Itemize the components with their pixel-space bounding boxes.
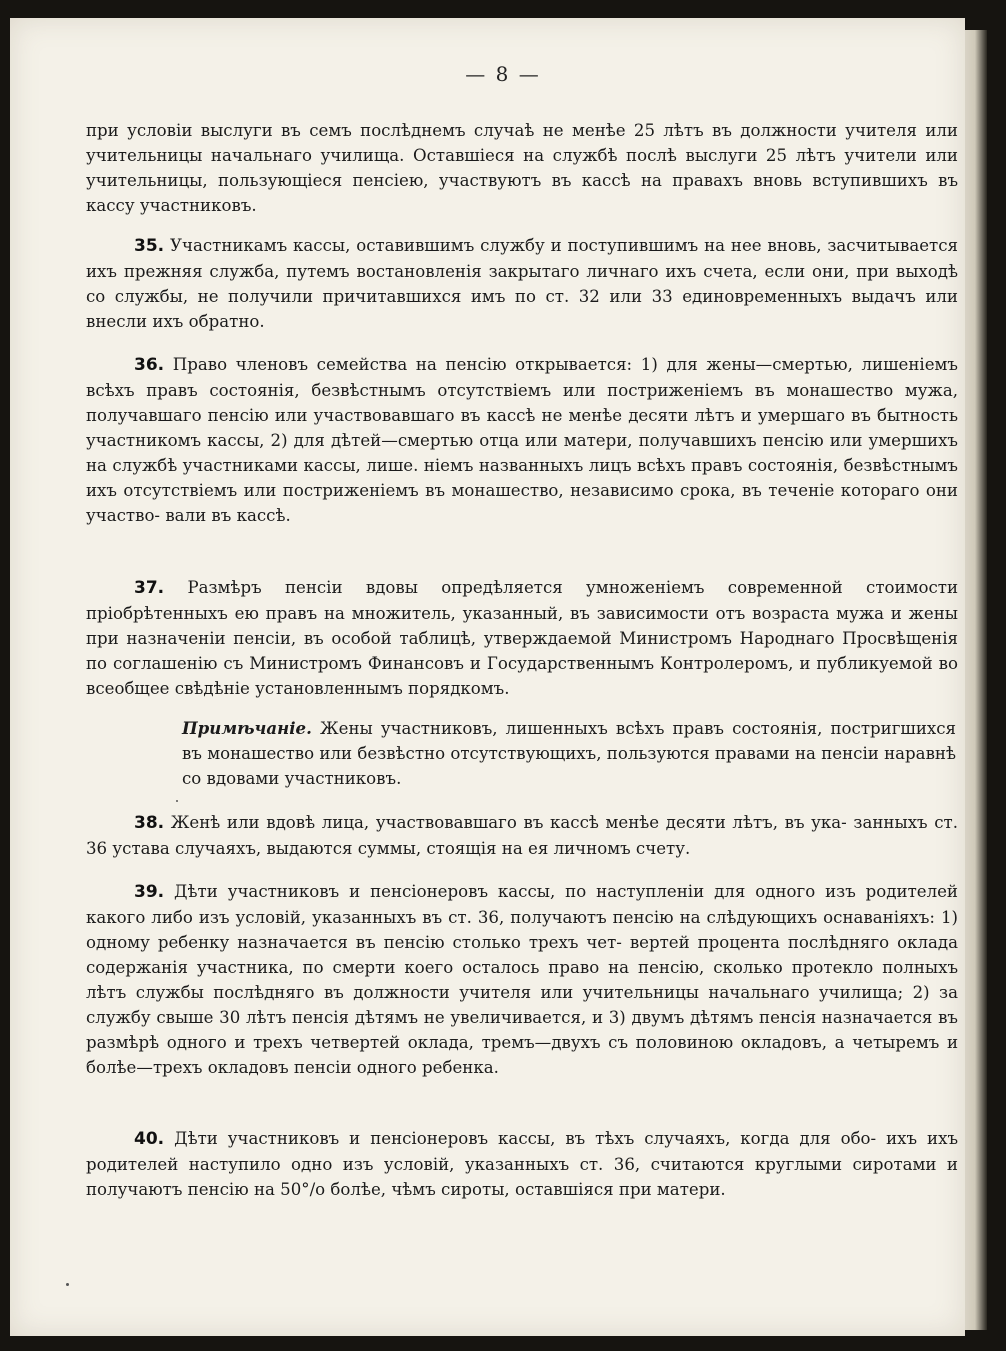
article-text: Дѣти участниковъ и пенсіонеровъ кассы, въ тѣхъ случаяхъ, когда для обо- ихъ ихъ родителей наступило одно изъ условій, указанныхъ ст. 36, считаются круглыми сиротами и получаютъ пенсію на 50°/о болѣе, чѣмъ сироты, оставшіяся при матери. [86,1129,958,1199]
article-text: Размѣръ пенсіи вдовы опредѣляется умноженіемъ современной стоимости пріобрѣтенныхъ ею правъ на множитель, указанный, въ зависимости отъ возраста мужа и жены при назначеніи пенсіи, въ особой таблицѣ, утверждаемой Министромъ Народнаго Просвѣщенія по соглашенію съ Министромъ Финансовъ и Государственнымъ Контролеромъ, и публикуемой во всеобщее свѣдѣніе установленнымъ порядкомъ. [86,578,958,698]
article-number: 39. [134,882,165,902]
note-paragraph [182,716,956,791]
article-35 [86,233,958,334]
article-number: 37. [134,578,165,598]
paragraph-continuation [86,118,958,218]
article-36 [86,352,958,528]
article-number: 40. [134,1129,165,1149]
paper-speck [66,1283,69,1286]
article-number: 36. [134,355,165,375]
article-38 [86,810,958,861]
paper-speck [176,800,178,802]
article-40 [86,1126,958,1202]
article-text: Участникамъ кассы, оставившимъ службу и поступившимъ на нее вновь, засчитывается ихъ прежняя служба, путемъ востановленія закрытаго личнаго ихъ счета, если они, при выходѣ со службы, не получили причитавшихся имъ по ст. 32 или 33 единовременныхъ выдачъ или внесли ихъ обратно. [86,236,958,331]
page-number: — 8 — [465,62,541,86]
article-37 [86,575,958,701]
article-39 [86,879,958,1080]
book-page-edge [965,30,987,1330]
paragraph-text: при условіи выслуги въ семъ послѣднемъ случаѣ не менѣе 25 лѣтъ въ должности учителя или учительницы начальнаго училища. Оставшіеся на службѣ послѣ выслуги 25 лѣтъ учители или учительницы, пользующіеся пенсіею, участвуютъ въ кассѣ на правахъ вновь вступившихъ въ кассу участниковъ. [86,121,958,215]
article-number: 35. [134,236,165,256]
article-text: Право членовъ семейства на пенсію открывается: 1) для жены—смертью, лишеніемъ всѣхъ правъ состоянія, безвѣстнымъ отсутствіемъ или постриженіемъ въ монашество мужа, получавшаго пенсію или участвовавшаго въ кассѣ не менѣе десяти лѣтъ и умершаго въ бытность участникомъ кассы, 2) для дѣтей—смертью отца или матери, получавшихъ пенсію или умершихъ на службѣ участниками кассы, лише. ніемъ названныхъ лицъ всѣхъ правъ состоянія, безвѣстнымъ ихъ отсутствіемъ или постриженіемъ въ монашество, независимо срока, въ теченіе котораго они участво- вали въ кассѣ. [86,355,958,525]
note-label: Примѣчаніе. [182,718,312,738]
article-text: Женѣ или вдовѣ лица, участвовавшаго въ кассѣ менѣе десяти лѣтъ, въ ука- занныхъ ст. 36 устава случаяхъ, выдаются суммы, стоящія на ея личномъ счету. [86,813,958,858]
article-number: 38. [134,813,165,833]
note-text: Жены участниковъ, лишенныхъ всѣхъ правъ состоянія, постригшихся въ монашество или безвѣстно отсутствующихъ, пользуются правами на пенсіи наравнѣ со вдовами участниковъ. [182,719,957,788]
article-text: Дѣти участниковъ и пенсіонеровъ кассы, по наступленіи для одного изъ родителей какого либо изъ условій, указанныхъ въ ст. 36, получаютъ пенсію на слѣдующихъ оснаваніяхъ: 1) одному ребенку назначается въ пенсію столько трехъ чет- вертей процента послѣдняго оклада содержанія участника, по смерти коего осталось право на пенсію, сколько протекло полныхъ лѣтъ службы послѣдняго въ должности учителя или учительницы начальнаго училища; 2) за службу свыше 30 лѣтъ пенсія дѣтямъ не увеличивается, и 3) двумъ дѣтямъ пенсія назначается въ размѣрѣ одного и трехъ четвертей оклада, тремъ—двухъ съ половиною окладовъ, а четыремъ и болѣе—трехъ окладовъ пенсіи одного ребенка. [86,882,958,1077]
